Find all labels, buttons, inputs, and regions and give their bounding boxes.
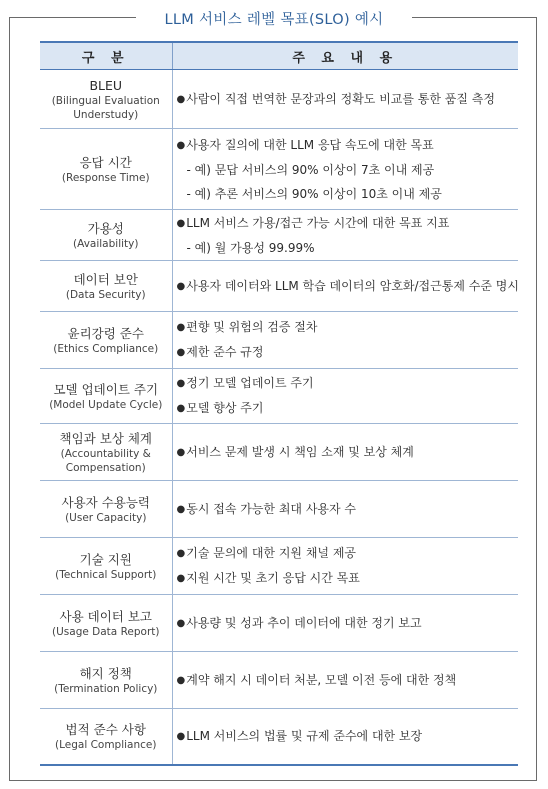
slo-table — [40, 41, 518, 766]
category-english: (Response Time) — [61, 171, 150, 184]
item-text: LLM 서비스의 법률 및 규제 준수에 대한 보장 — [186, 728, 423, 743]
content-cell — [172, 595, 518, 652]
category-english: (Termination Policy) — [54, 682, 158, 695]
bullet-icon: ● — [176, 280, 186, 292]
content-cell — [172, 652, 518, 709]
category-korean: 데이터 보안 — [73, 271, 138, 287]
table-row — [40, 70, 518, 129]
bullet-item — [177, 668, 519, 693]
content-cell — [172, 369, 518, 424]
category-english: (Availability) — [73, 237, 139, 250]
table-row — [40, 261, 518, 312]
bullet-item — [177, 274, 519, 299]
table-header-row — [40, 42, 518, 70]
table-row — [40, 312, 518, 369]
item-text: LLM 서비스 가용/접근 가능 시간에 대한 목표 지표 — [186, 215, 450, 230]
category-korean: 모델 업데이트 주기 — [53, 381, 159, 397]
category-cell — [40, 424, 172, 481]
category-korean: 가용성 — [87, 220, 124, 236]
table-row — [40, 595, 518, 652]
bullet-icon: ● — [176, 548, 186, 559]
content-cell — [172, 312, 518, 369]
table-row — [40, 210, 518, 261]
category-cell — [40, 595, 172, 652]
item-text: - 예) 추론 서비스의 90% 이상이 10초 이내 제공 — [186, 186, 442, 201]
category-korean: 해지 정책 — [79, 665, 132, 681]
bullet-item — [177, 440, 519, 465]
bullet-item — [177, 611, 519, 636]
category-korean: 책임과 보상 체계 — [59, 430, 152, 446]
category-korean: 사용 데이터 보고 — [59, 608, 152, 624]
item-text: 사용자 질의에 대한 LLM 응답 속도에 대한 목표 — [186, 137, 434, 152]
category-english: (Legal Compliance) — [55, 738, 157, 751]
bullet-item — [177, 315, 519, 340]
content-cell — [172, 70, 518, 129]
item-text: 사용자 데이터와 LLM 학습 데이터의 암호화/접근통제 수준 명시 — [186, 278, 519, 293]
content-cell — [172, 129, 518, 210]
item-text: 사용량 및 성과 추이 데이터에 대한 정기 보고 — [186, 615, 422, 630]
bullet-icon: ● — [176, 378, 186, 389]
header-content: 주 요 내 용 — [172, 42, 518, 70]
category-korean: 기술 지원 — [79, 551, 132, 567]
category-cell — [40, 312, 172, 369]
table-row — [40, 369, 518, 424]
bullet-item — [177, 541, 519, 566]
document-title: LLM 서비스 레벨 목표(SLO) 예시 — [164, 11, 384, 28]
category-korean: 윤리강령 준수 — [67, 325, 144, 341]
category-english: (Ethics Compliance) — [53, 342, 159, 355]
category-english: (Bilingual Evaluation Understudy) — [51, 94, 160, 121]
content-cell — [172, 709, 518, 765]
bullet-icon: ● — [176, 217, 186, 229]
item-text: - 예) 문답 서비스의 90% 이상이 7초 이내 제공 — [186, 162, 435, 177]
table-body — [40, 70, 518, 765]
item-text: 정기 모델 업데이트 주기 — [186, 376, 314, 390]
bullet-icon: ● — [176, 730, 186, 742]
table-row — [40, 424, 518, 481]
table-row — [40, 709, 518, 765]
category-english: (Usage Data Report) — [52, 625, 160, 638]
category-cell — [40, 538, 172, 595]
bullet-item — [177, 497, 519, 522]
item-text: 제한 준수 규정 — [186, 345, 264, 359]
bullet-icon: ● — [176, 617, 186, 629]
table-row — [40, 652, 518, 709]
example-item — [177, 158, 519, 182]
content-cell — [172, 424, 518, 481]
table-row — [40, 129, 518, 210]
item-text: 편향 및 위험의 검증 절차 — [186, 320, 318, 334]
category-english: (Data Security) — [65, 288, 146, 301]
title-box — [136, 6, 412, 30]
bullet-icon: ● — [176, 93, 186, 105]
bullet-item — [177, 566, 519, 591]
item-text: 모델 향상 주기 — [186, 401, 264, 415]
bullet-icon: ● — [176, 446, 186, 458]
category-cell — [40, 70, 172, 129]
category-english: (Model Update Cycle) — [49, 398, 163, 411]
category-english: (Technical Support) — [55, 568, 157, 581]
bullet-icon: ● — [176, 139, 186, 151]
bullet-icon: ● — [176, 347, 186, 358]
category-cell — [40, 369, 172, 424]
bullet-icon: ● — [176, 322, 186, 333]
item-text: 계약 해지 시 데이터 처분, 모델 이전 등에 대한 정책 — [186, 672, 457, 687]
example-item — [177, 236, 519, 260]
content-cell — [172, 481, 518, 538]
category-korean: 법적 준수 사항 — [65, 721, 146, 737]
header-category: 구 분 — [40, 42, 172, 70]
bullet-item — [177, 396, 519, 421]
bullet-item — [177, 724, 519, 749]
bullet-item — [177, 371, 519, 396]
category-cell — [40, 210, 172, 261]
category-cell — [40, 129, 172, 210]
content-cell — [172, 261, 518, 312]
category-cell — [40, 652, 172, 709]
bullet-item — [177, 87, 519, 112]
content-cell — [172, 210, 518, 261]
category-korean: 사용자 수용능력 — [61, 494, 150, 510]
item-text: - 예) 월 가용성 99.99% — [186, 240, 315, 255]
bullet-icon: ● — [176, 503, 186, 515]
category-cell — [40, 481, 172, 538]
table-row — [40, 538, 518, 595]
bullet-item — [177, 340, 519, 365]
bullet-item — [177, 133, 519, 158]
item-text: 지원 시간 및 초기 응답 시간 목표 — [186, 571, 360, 585]
item-text: 사람이 직접 번역한 문장과의 정확도 비교를 통한 품질 측정 — [186, 91, 495, 106]
category-english: (User Capacity) — [65, 511, 147, 524]
example-item — [177, 182, 519, 206]
category-english: (Accountability & Compensation) — [60, 447, 151, 474]
item-text: 동시 접속 가능한 최대 사용자 수 — [186, 501, 357, 516]
category-cell — [40, 709, 172, 765]
category-cell — [40, 261, 172, 312]
item-text: 서비스 문제 발생 시 책임 소재 및 보상 체계 — [186, 444, 414, 459]
content-cell — [172, 538, 518, 595]
bullet-icon: ● — [176, 403, 186, 414]
category-korean: 응답 시간 — [79, 154, 132, 170]
category-korean: BLEU — [89, 77, 123, 93]
item-text: 기술 문의에 대한 지원 채널 제공 — [186, 546, 357, 560]
table-row — [40, 481, 518, 538]
bullet-icon: ● — [176, 674, 186, 686]
bullet-item — [177, 211, 519, 236]
bullet-icon: ● — [176, 573, 186, 584]
